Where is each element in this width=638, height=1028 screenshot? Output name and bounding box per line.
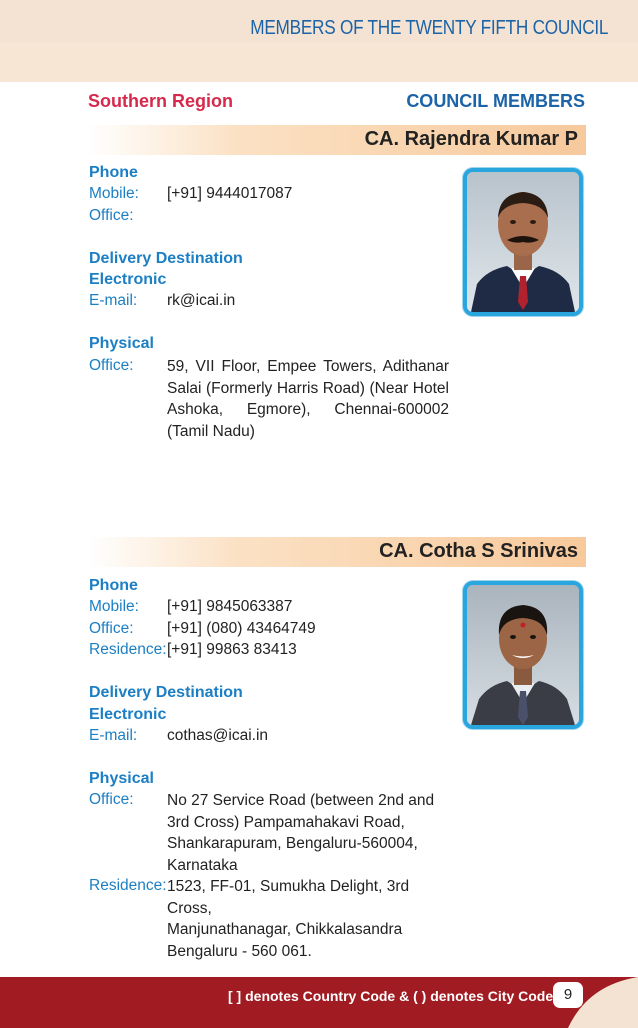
residence-phone-value: [+91] 99863 83413 xyxy=(167,641,297,658)
member-photo xyxy=(463,168,583,316)
mobile-value: [+91] 9845063387 xyxy=(167,598,293,615)
address-line: Bengaluru - 560 061. xyxy=(167,942,312,960)
email-label: E-mail: xyxy=(89,727,138,744)
portrait-image xyxy=(467,172,579,312)
address-line: Karnataka xyxy=(167,856,238,874)
address-line: 3rd Cross) Pampamahakavi Road, xyxy=(167,813,405,831)
member-name: CA. Rajendra Kumar P xyxy=(364,128,578,150)
email-value: rk@icai.in xyxy=(167,292,236,309)
physical-office-label: Office: xyxy=(89,791,134,808)
address-line: No 27 Service Road (between 2nd and xyxy=(167,792,435,809)
physical-office-label: Office: xyxy=(89,357,134,374)
residence-phone-label: Residence: xyxy=(89,641,167,658)
mobile-label: Mobile: xyxy=(89,598,139,615)
page-header-title: MEMBERS OF THE TWENTY FIFTH COUNCIL xyxy=(250,17,608,39)
portrait-image xyxy=(467,585,579,725)
member-photo xyxy=(463,581,583,729)
address-line: Shankarapuram, Bengaluru-560004, xyxy=(167,835,418,852)
physical-heading: Physical xyxy=(89,335,154,352)
electronic-heading: Electronic xyxy=(89,706,167,723)
delivery-heading: Delivery Destination xyxy=(89,250,243,267)
mobile-label: Mobile: xyxy=(89,185,139,202)
member-name-bar xyxy=(88,125,586,155)
phone-heading: Phone xyxy=(89,577,138,594)
member-name: CA. Cotha S Srinivas xyxy=(379,540,578,562)
physical-heading: Physical xyxy=(89,770,154,787)
delivery-heading: Delivery Destination xyxy=(89,684,243,701)
page-number: 9 xyxy=(553,982,583,1008)
header-band-lower xyxy=(0,42,638,82)
office-phone-value: [+91] (080) 43464749 xyxy=(167,620,316,637)
email-label: E-mail: xyxy=(89,292,138,309)
email-value: cothas@icai.in xyxy=(167,727,269,744)
physical-office-address: 59, VII Floor, Empee Towers, Adithanar Salai (Formerly Harris Road) (Near Hotel Ashoka, Egmore), Chennai-600002 (Tamil Nadu) xyxy=(167,358,449,440)
region-label: Southern Region xyxy=(88,91,233,111)
physical-office-address xyxy=(167,790,457,876)
member-name-bar xyxy=(88,537,586,567)
physical-residence-address xyxy=(167,876,457,962)
address-line: 1523, FF-01, Sumukha Delight, 3rd Cross, xyxy=(167,878,410,917)
physical-residence-label: Residence: xyxy=(89,877,167,894)
address-line: Manjunathanagar, Chikkalasandra xyxy=(167,921,403,938)
office-phone-label: Office: xyxy=(89,620,134,637)
phone-heading: Phone xyxy=(89,164,138,181)
office-phone-label: Office: xyxy=(89,207,134,224)
mobile-value: [+91] 9444017087 xyxy=(167,185,293,202)
footer-note: [ ] denotes Country Code & ( ) denotes City Code xyxy=(228,988,554,1004)
electronic-heading: Electronic xyxy=(89,271,167,288)
section-label: COUNCIL MEMBERS xyxy=(406,91,585,111)
